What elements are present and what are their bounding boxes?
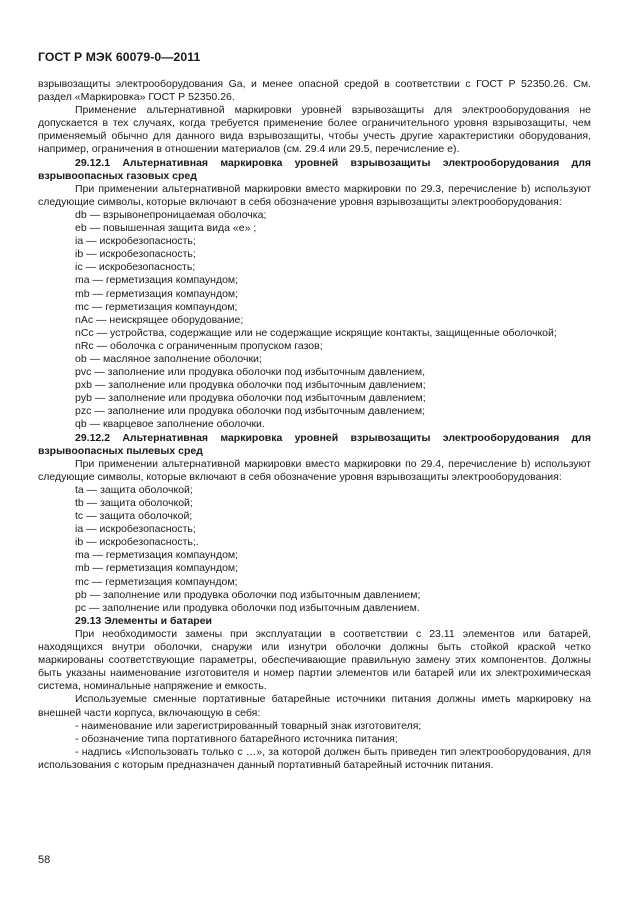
paragraph-continuation: взрывозащиты электрооборудования Ga, и менее опасной средой в соответствии с ГОСТ Р 52350.26. См. раздел «Маркировка» ГОСТ Р 52350.26. bbox=[38, 78, 591, 104]
list-item: tc — защита оболочкой; bbox=[75, 510, 193, 523]
list-item: ib — искробезопасность;. bbox=[75, 536, 199, 549]
section-heading-29-12-2: 29.12.2 Альтернативная маркировка уровней взрывозащиты электрооборудования для взрывоопасных пылевых сред bbox=[38, 431, 591, 457]
page-body bbox=[38, 78, 591, 772]
bullet-item: - обозначение типа портативного батарейного источника питания; bbox=[75, 732, 398, 745]
list-item: eb — повышенная защита вида «е» ; bbox=[75, 222, 257, 235]
list-item: pb — заполнение или продувка оболочки под избыточным давлением; bbox=[75, 588, 421, 601]
list-item: pyb — заполнение или продувка оболочки под избыточным давлением; bbox=[75, 392, 426, 405]
list-item: nRc — оболочка с ограниченным пропуском газов; bbox=[75, 339, 323, 352]
list-item: db — взрывонепроницаемая оболочка; bbox=[75, 208, 267, 221]
list-item: mb — герметизация компаундом; bbox=[75, 562, 239, 575]
bullet-item: - наименование или зарегистрированный товарный знак изготовителя; bbox=[75, 719, 422, 732]
list-item: ta — защита оболочкой; bbox=[75, 483, 193, 496]
list-item: mc — герметизация компаундом; bbox=[75, 575, 238, 588]
paragraph-gas-symbols-intro: При применении альтернативной маркировки вместо маркировки по 29.3, перечисление b) используют следующие символы, которые включают в себя обозначение уровня взрывозащиты электрооборудования: bbox=[38, 182, 591, 208]
list-item: tb — защита оболочкой; bbox=[75, 497, 193, 509]
list-item: pvc — заполнение или продувка оболочки под избыточным давлением, bbox=[75, 366, 426, 379]
list-item: nCc — устройства, содержащие или не содержащие искрящие контакты, защищенные оболочкой; bbox=[75, 326, 557, 339]
list-item: ia — искробезопасность; bbox=[75, 235, 196, 248]
list-item: qb — кварцевое заполнение оболочки. bbox=[75, 418, 265, 431]
section-heading-29-12-1: 29.12.1 Альтернативная маркировка уровней взрывозащиты электрооборудования для взрывоопасных газовых сред bbox=[38, 156, 591, 182]
paragraph-alt-marking-restriction: Применение альтернативной маркировки уровней взрывозащиты для электрооборудования не допускается в тех случаях, когда требуется применение более ограничительного уровня взрывозащиты, чем применяемый обычно для данного вида взрывозащиты, чтобы учесть другие характеристики оборудования, например, ограничения в отношении материалов (см. 29.4 или 29.5, перечисление е). bbox=[38, 104, 591, 156]
list-item: pxb — заполнение или продувка оболочки под избыточным давлением; bbox=[75, 379, 426, 392]
list-item: ob — масляное заполнение оболочки; bbox=[75, 352, 262, 365]
list-item: ib — искробезопасность; bbox=[75, 248, 196, 261]
bullet-item: - надпись «Использовать только с …», за которой должен быть приведен тип электрооборудования, для использования с которым предназначен данный портативный батарейный источник питания. bbox=[38, 745, 591, 771]
paragraph-dust-symbols-intro: При применении альтернативной маркировки вместо маркировки по 29.4, перечисление b) используют следующие символы, которые включают в себя обозначение уровня взрывозащиты электрооборудования: bbox=[38, 457, 591, 483]
list-item: ic — искробезопасность; bbox=[75, 261, 196, 274]
page-header: ГОСТ Р МЭК 60079-0—2011 bbox=[38, 50, 201, 64]
list-item: ma — герметизация компаундом; bbox=[75, 274, 239, 287]
list-item: pc — заполнение или продувка оболочки под избыточным давлением. bbox=[75, 601, 420, 614]
dust-symbols-list bbox=[38, 484, 591, 615]
list-item: mb — герметизация компаундом; bbox=[75, 287, 239, 300]
section-heading-29-13: 29.13 Элементы и батареи bbox=[75, 614, 212, 627]
gas-symbols-list bbox=[38, 209, 591, 432]
list-item: mc — герметизация компаундом; bbox=[75, 300, 238, 313]
list-item: pzc — заполнение или продувка оболочки под избыточным давлением; bbox=[75, 405, 426, 418]
list-item: nAc — неискрящее оборудование; bbox=[75, 313, 244, 326]
page-number: 58 bbox=[38, 854, 51, 866]
paragraph-cells-batteries-replacement: При необходимости замены при эксплуатации в соответствии с 23.11 элементов или батарей, находящихся внутри оболочки, снаружи или изнутри оболочки должны быть стойкой краской четко маркированы соответствующие параметры, обеспечивающие правильную замену этих компонентов. Должны быть указаны наименование изготовителя и номер партии элементов или батарей или их электрохимическая система, номинальные напряжение и емкость. bbox=[38, 627, 591, 693]
list-item: ia — искробезопасность; bbox=[75, 523, 196, 536]
paragraph-portable-batteries-marking: Используемые сменные портативные батарейные источники питания должны иметь маркировку на внешней части корпуса, включающую в себя: bbox=[38, 693, 591, 719]
list-item: ma — герметизация компаундом; bbox=[75, 549, 239, 562]
